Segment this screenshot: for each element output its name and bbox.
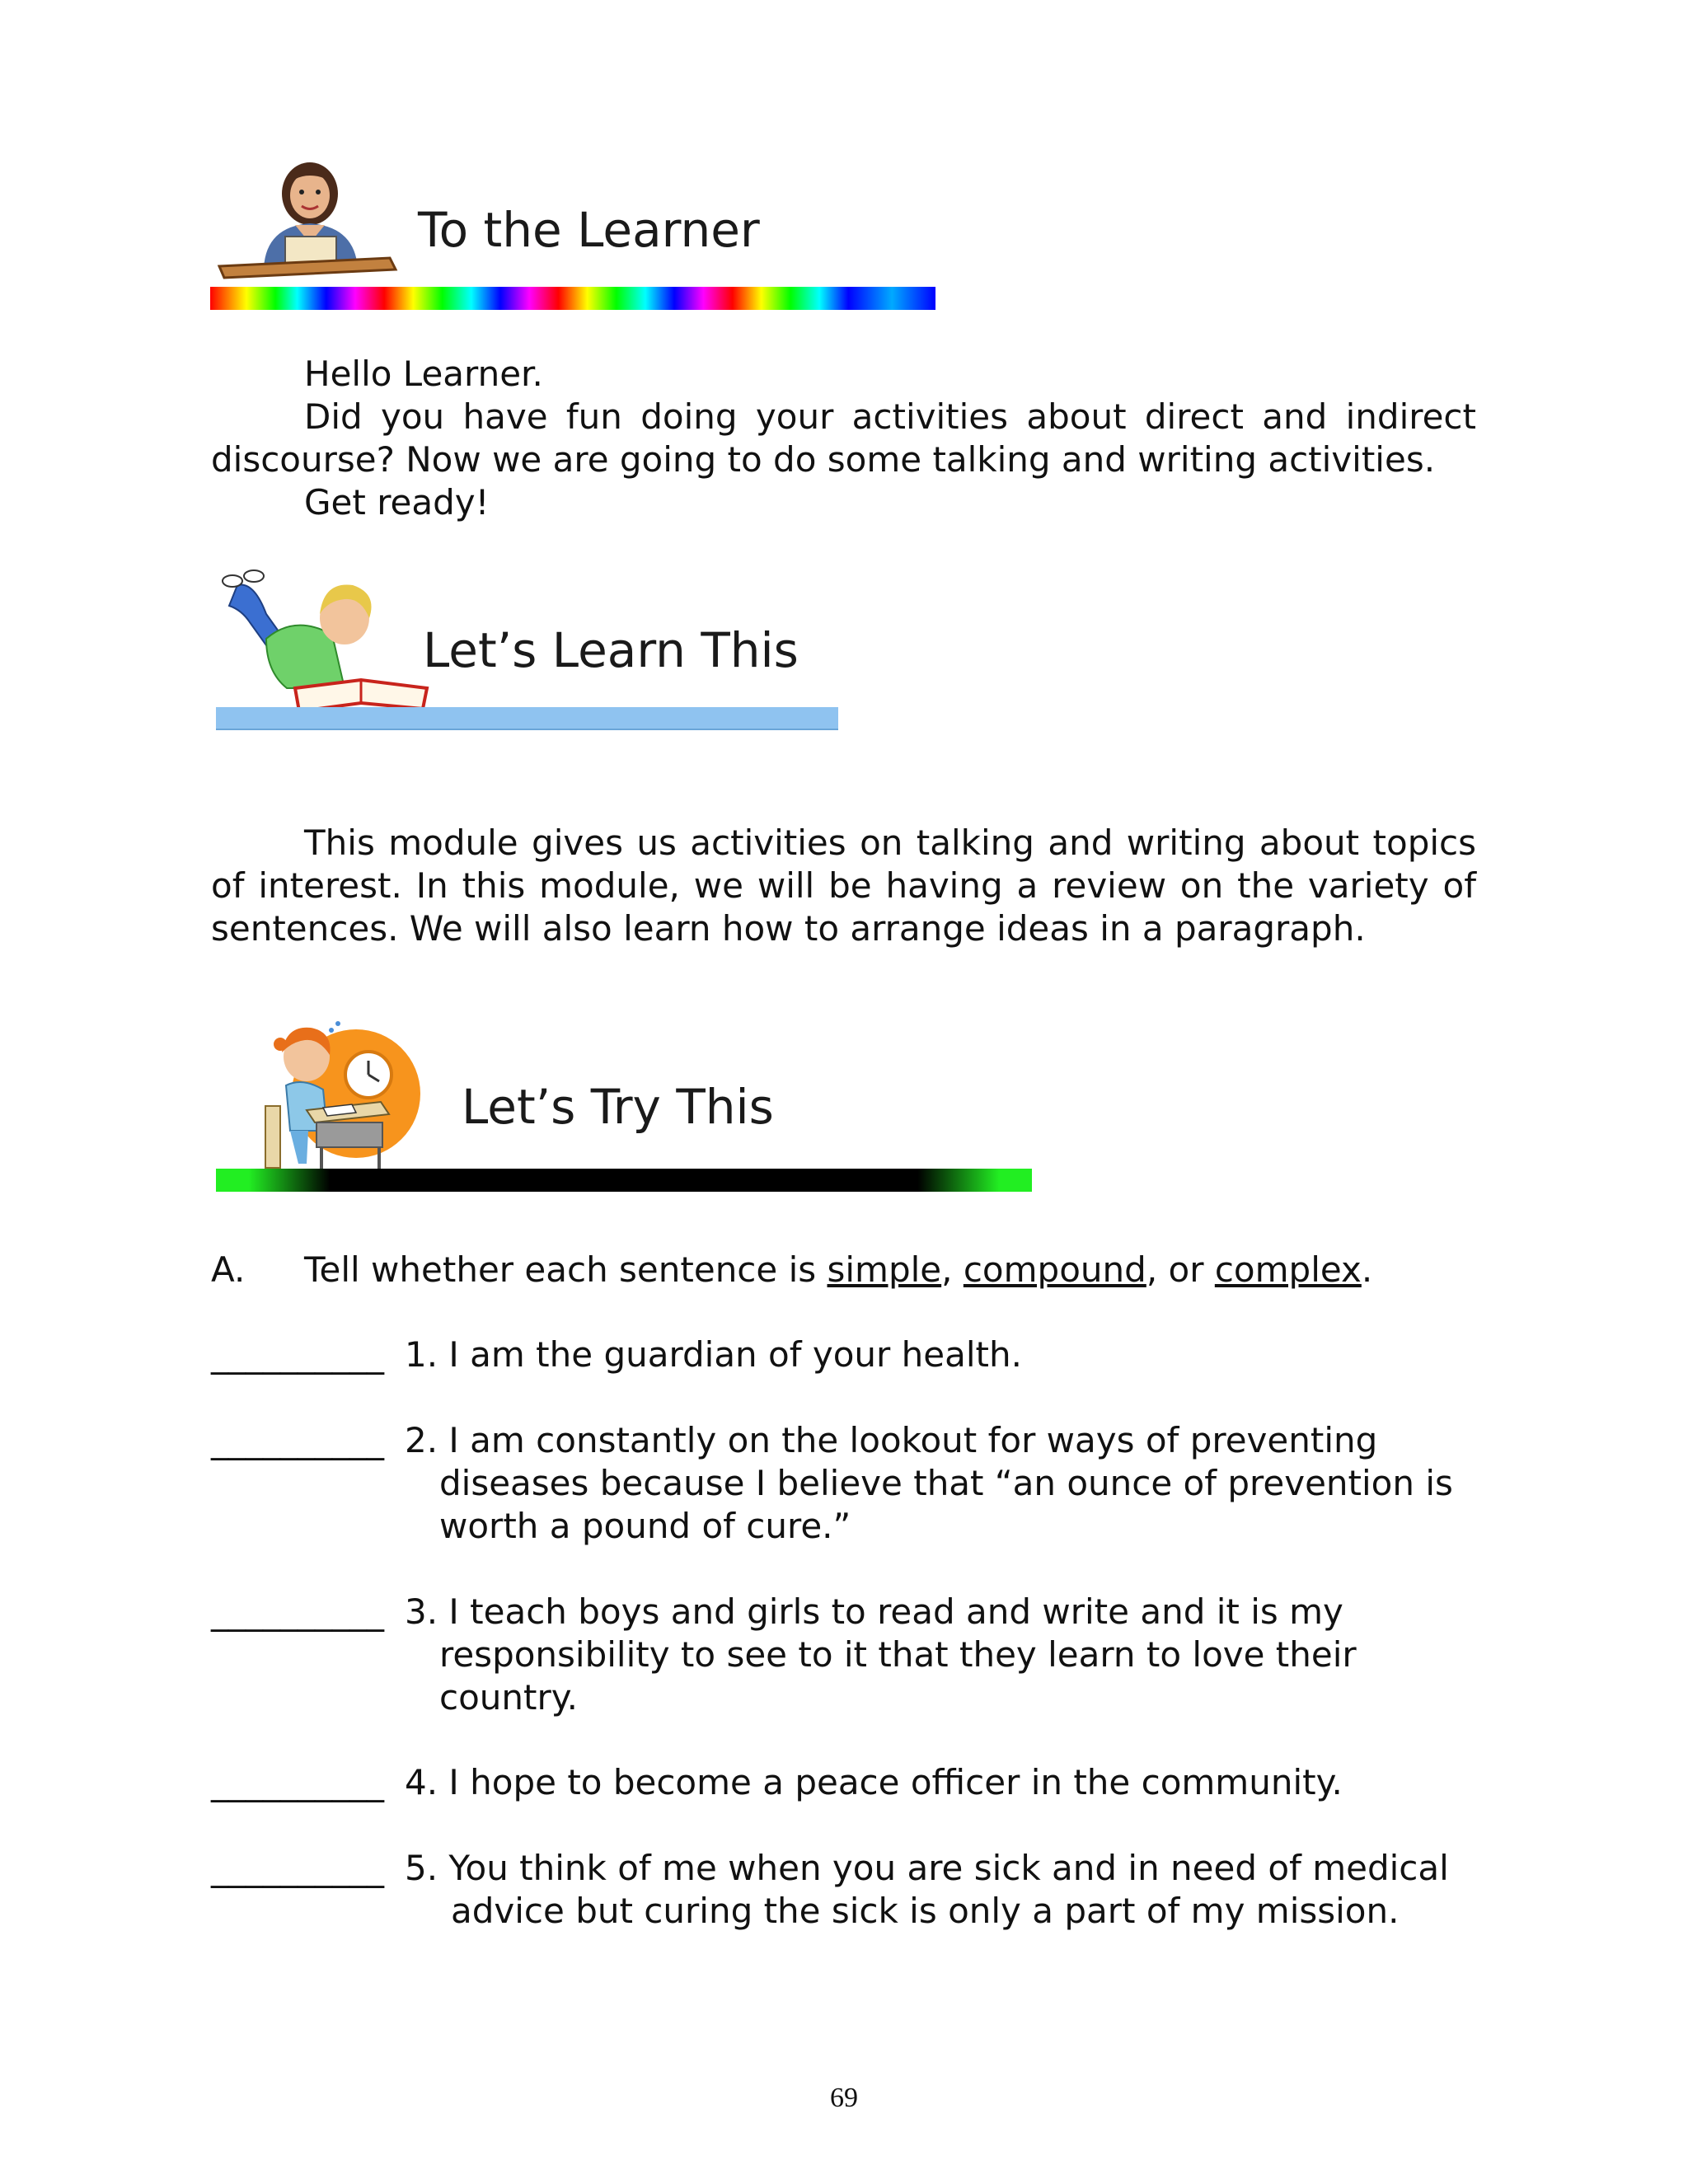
answer-blank[interactable]: __________	[211, 1334, 384, 1375]
exercise-item-5	[211, 1847, 1530, 1933]
option-compound: compound	[963, 1249, 1146, 1290]
section-title-to-the-learner: To the Learner	[418, 202, 760, 258]
item-text: 1. I am the guardian of your health.	[405, 1334, 1022, 1375]
intro-paragraph: Did you have fun doing your activities about direct and indirect discourse? Now we are going to do some talking and writing activities.	[211, 396, 1476, 480]
section-title-lets-learn-this: Let’s Learn This	[423, 622, 799, 678]
learner-intro	[211, 353, 1476, 524]
exercise-item-4	[211, 1761, 1530, 1804]
answer-blank[interactable]: __________	[211, 1591, 384, 1632]
answer-blank[interactable]: __________	[211, 1420, 384, 1460]
item-text: 2. I am constantly on the lookout for ways of preventing	[405, 1420, 1378, 1460]
teacher-at-desk-icon	[213, 161, 398, 280]
item-text-continued: country.	[439, 1677, 578, 1718]
learn-paragraph: This module gives us activities on talking and writing about topics of interest. In this module, we will be having a review on the variety of sentences. We will also learn how to arrange ideas in a paragraph.	[211, 823, 1476, 949]
item-text: 4. I hope to become a peace officer in the community.	[405, 1762, 1343, 1802]
rainbow-divider	[210, 287, 935, 310]
item-text: 3. I teach boys and girls to read and write and it is my	[405, 1591, 1343, 1632]
option-simple: simple	[827, 1249, 942, 1290]
period: .	[1361, 1249, 1373, 1290]
option-complex: complex	[1214, 1249, 1362, 1290]
greeting: Hello Learner.	[304, 354, 543, 394]
exercise-instruction	[211, 1249, 1530, 1291]
exercise-item-3	[211, 1591, 1530, 1719]
answer-blank[interactable]: __________	[211, 1762, 384, 1802]
item-text-continued: diseases because I believe that “an ounce of prevention is	[439, 1463, 1453, 1503]
boy-reading-icon	[221, 565, 431, 725]
exercise-item-2	[211, 1419, 1530, 1548]
black-divider	[216, 1169, 1032, 1192]
separator: , or	[1146, 1249, 1215, 1290]
blue-divider	[216, 707, 838, 730]
item-text-continued: worth a pound of cure.”	[439, 1506, 851, 1546]
learn-paragraph-block	[211, 822, 1476, 950]
item-text: 5. You think of me when you are sick and in need of medical	[405, 1848, 1449, 1888]
get-ready: Get ready!	[304, 482, 490, 523]
instruction-text: Tell whether each sentence is	[304, 1249, 828, 1290]
girl-at-desk-with-clock-icon	[257, 1015, 422, 1176]
exercise-item-1	[211, 1333, 1530, 1376]
separator: ,	[941, 1249, 964, 1290]
section-title-lets-try-this: Let’s Try This	[462, 1079, 774, 1135]
page-number: 69	[830, 2083, 858, 2113]
exercise-letter: A.	[211, 1249, 246, 1290]
item-text-continued: advice but curing the sick is only a part of my mission.	[451, 1891, 1400, 1931]
item-text-continued: responsibility to see to it that they learn to love their	[439, 1634, 1357, 1675]
answer-blank[interactable]: __________	[211, 1848, 384, 1888]
